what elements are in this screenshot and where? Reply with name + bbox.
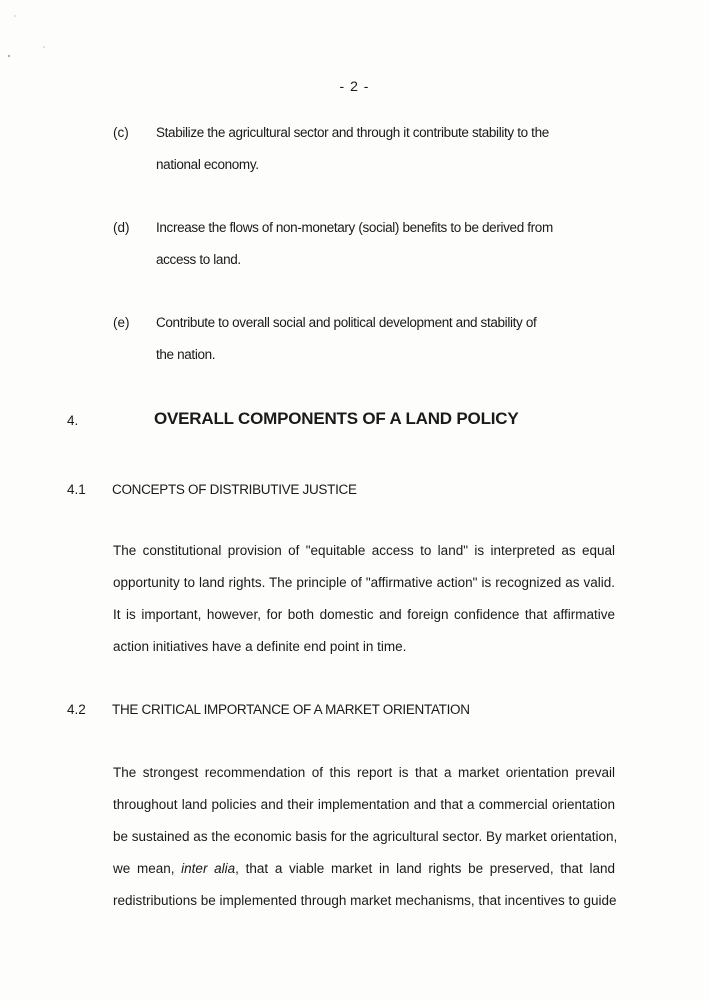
subsection-number: 4.2: [67, 702, 86, 717]
paragraph-line: throughout land policies and their implementation and that a commercial orientation: [113, 797, 615, 812]
page-number: - 2 -: [339, 78, 370, 94]
paragraph-line: It is important, however, for both domestic and foreign confidence that affirmative: [113, 607, 615, 622]
paragraph-line: action initiatives have a definite end point in time.: [113, 639, 407, 654]
list-item-line: the nation.: [156, 347, 216, 362]
list-item-line: Stabilize the agricultural sector and through it contribute stability to the: [156, 125, 549, 140]
scan-specks: [0, 0, 120, 80]
paragraph-line: opportunity to land rights. The principle of "affirmative action" is recognized as valid.: [113, 575, 615, 590]
subsection-title: CONCEPTS OF DISTRIBUTIVE JUSTICE: [112, 482, 357, 497]
list-item-line: access to land.: [156, 252, 241, 267]
paragraph-line: The strongest recommendation of this report is that a market orientation prevail: [113, 765, 615, 780]
paragraph-line: The constitutional provision of "equitable access to land" is interpreted as equal: [113, 543, 615, 558]
paragraph-line: be sustained as the economic basis for the agricultural sector. By market orientation,: [113, 829, 618, 844]
list-item-line: Increase the flows of non-monetary (social) benefits to be derived from: [156, 220, 553, 235]
section-number: 4.: [67, 413, 79, 428]
subsection-number: 4.1: [67, 482, 86, 497]
list-item-marker: (e): [113, 315, 130, 330]
list-item-line: Contribute to overall social and political development and stability of: [156, 315, 537, 330]
list-item-marker: (d): [113, 220, 130, 235]
section-title: OVERALL COMPONENTS OF A LAND POLICY: [154, 409, 519, 428]
paragraph-line: we mean, inter alia, that a viable market in land rights be preserved, that land: [113, 861, 616, 876]
subsection-title: THE CRITICAL IMPORTANCE OF A MARKET ORIENTATION: [112, 702, 470, 717]
paragraph-line: redistributions be implemented through market mechanisms, that incentives to guide: [113, 893, 617, 908]
list-item-marker: (c): [113, 125, 129, 140]
list-item-line: national economy.: [156, 157, 259, 172]
